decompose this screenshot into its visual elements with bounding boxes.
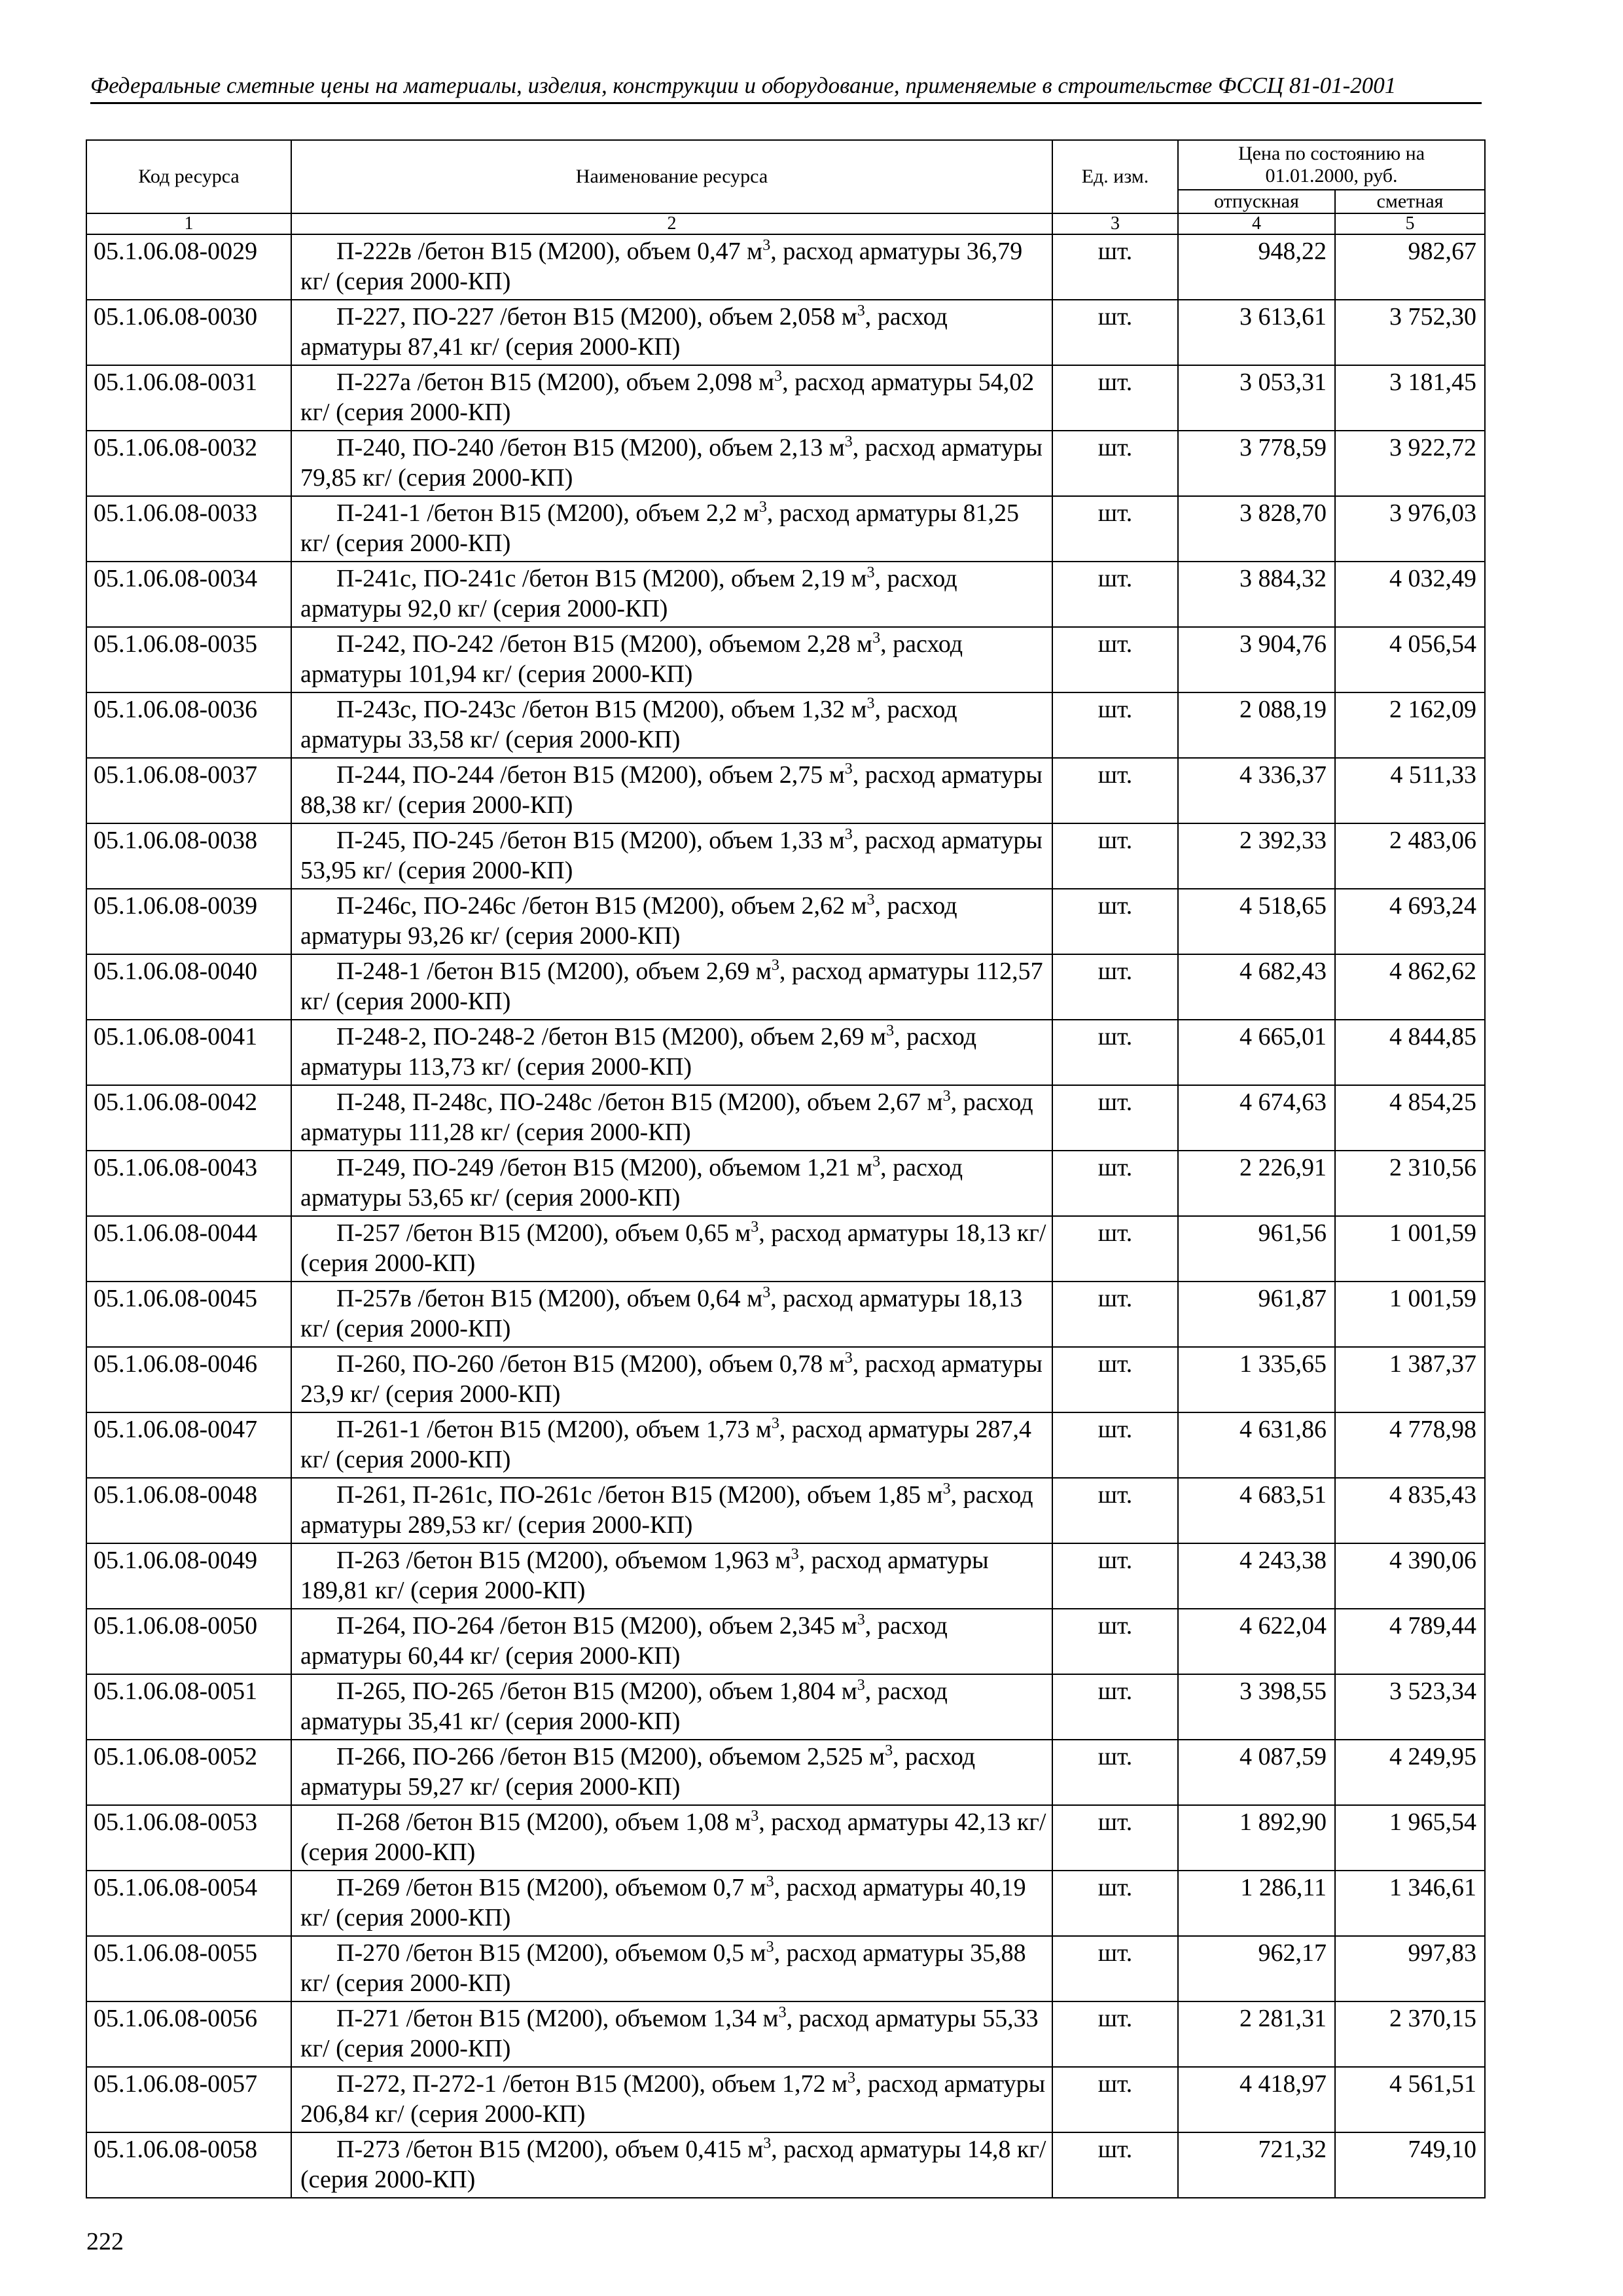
resource-code: 05.1.06.08-0045 (86, 1282, 291, 1347)
unit-cell: шт. (1052, 1412, 1178, 1478)
resource-code: 05.1.06.08-0054 (86, 1871, 291, 1936)
cubic-superscript: 3 (771, 1415, 779, 1432)
name-part-a: П-241с, ПО-241с /бетон В15 (М200), объем 2,19 м (336, 565, 867, 592)
header-name: Наименование ресурса (291, 140, 1052, 213)
name-part-b: , расход арматуры 35,88 кг/ (серия 2000-КП) (300, 1939, 1026, 1997)
resource-code: 05.1.06.08-0033 (86, 496, 291, 562)
resource-code: 05.1.06.08-0036 (86, 692, 291, 758)
release-price-cell: 2 281,31 (1178, 2001, 1335, 2067)
resource-name (291, 889, 1052, 954)
unit-cell: шт. (1052, 1020, 1178, 1085)
column-number: 4 (1178, 213, 1335, 234)
estimate-price-cell: 997,83 (1335, 1936, 1485, 2001)
resource-name (291, 1216, 1052, 1282)
name-part-a: П-263 /бетон В15 (М200), объемом 1,963 м (336, 1547, 791, 1574)
table-row (86, 954, 1485, 1020)
name-part-a: П-260, ПО-260 /бетон В15 (М200), объем 0,78 м (336, 1350, 845, 1378)
unit-cell: шт. (1052, 758, 1178, 823)
name-part-b: , расход арматуры 112,57 кг/ (серия 2000-КП) (300, 958, 1043, 1015)
estimate-price-cell: 4 835,43 (1335, 1478, 1485, 1543)
cubic-superscript: 3 (866, 564, 875, 581)
cubic-superscript: 3 (885, 1742, 893, 1759)
table-row (86, 627, 1485, 692)
table-row (86, 365, 1485, 431)
name-part-a: П-269 /бетон В15 (М200), объемом 0,7 м (336, 1874, 766, 1901)
estimate-price-cell: 4 854,25 (1335, 1085, 1485, 1151)
unit-cell: шт. (1052, 1936, 1178, 2001)
table-row (86, 234, 1485, 300)
resource-code: 05.1.06.08-0056 (86, 2001, 291, 2067)
unit-cell: шт. (1052, 954, 1178, 1020)
release-price-cell: 4 622,04 (1178, 1609, 1335, 1674)
table-row (86, 1609, 1485, 1674)
release-price-cell: 962,17 (1178, 1936, 1335, 2001)
table-row (86, 431, 1485, 496)
cubic-superscript: 3 (762, 1284, 771, 1301)
release-price-cell: 4 418,97 (1178, 2067, 1335, 2132)
cubic-superscript: 3 (844, 433, 853, 450)
resource-name (291, 758, 1052, 823)
resource-code: 05.1.06.08-0030 (86, 300, 291, 365)
resource-code: 05.1.06.08-0052 (86, 1740, 291, 1805)
name-part-b: , расход арматуры 60,44 кг/ (серия 2000-КП) (300, 1612, 948, 1670)
release-price-cell: 4 087,59 (1178, 1740, 1335, 1805)
resource-code: 05.1.06.08-0040 (86, 954, 291, 1020)
header-code: Код ресурса (86, 140, 291, 213)
name-part-b: , расход арматуры 92,0 кг/ (серия 2000-КП) (300, 565, 957, 622)
resource-code: 05.1.06.08-0041 (86, 1020, 291, 1085)
name-part-a: П-227, ПО-227 /бетон В15 (М200), объем 2,058 м (336, 303, 857, 331)
unit-cell: шт. (1052, 627, 1178, 692)
name-part-a: П-266, ПО-266 /бетон В15 (М200), объемом 2,525 м (336, 1743, 885, 1770)
unit-cell: шт. (1052, 1674, 1178, 1740)
cubic-superscript: 3 (763, 2135, 772, 2152)
table-row (86, 496, 1485, 562)
unit-cell: шт. (1052, 1347, 1178, 1412)
name-part-b: , расход арматуры 33,58 кг/ (серия 2000-КП) (300, 696, 957, 753)
release-price-cell: 3 398,55 (1178, 1674, 1335, 1740)
cubic-superscript: 3 (866, 891, 875, 908)
name-part-a: П-261, П-261с, ПО-261с /бетон В15 (М200), объем 1,85 м (336, 1481, 943, 1509)
table-body (86, 234, 1485, 2198)
cubic-superscript: 3 (774, 368, 783, 385)
resource-code: 05.1.06.08-0057 (86, 2067, 291, 2132)
estimate-price-cell: 1 001,59 (1335, 1216, 1485, 1282)
cubic-superscript: 3 (762, 237, 771, 254)
release-price-cell: 4 243,38 (1178, 1543, 1335, 1609)
table-row (86, 1282, 1485, 1347)
name-part-b: , расход арматуры 88,38 кг/ (серия 2000-КП) (300, 761, 1043, 819)
table-row (86, 2067, 1485, 2132)
release-price-cell: 4 674,63 (1178, 1085, 1335, 1151)
estimate-price-cell: 4 032,49 (1335, 562, 1485, 627)
running-header: Федеральные сметные цены на материалы, изделия, конструкции и оборудование, применяемые в строительстве ФССЦ 81-01-2001 (90, 71, 1482, 104)
header-unit: Ед. изм. (1052, 140, 1178, 213)
resource-name (291, 627, 1052, 692)
estimate-price-cell: 1 346,61 (1335, 1871, 1485, 1936)
cubic-superscript: 3 (771, 957, 779, 974)
unit-cell: шт. (1052, 2132, 1178, 2198)
resource-code: 05.1.06.08-0051 (86, 1674, 291, 1740)
unit-cell: шт. (1052, 1085, 1178, 1151)
resource-name (291, 1282, 1052, 1347)
name-part-a: П-268 /бетон В15 (М200), объем 1,08 м (336, 1808, 751, 1836)
table-row (86, 1936, 1485, 2001)
cubic-superscript: 3 (866, 695, 875, 712)
unit-cell: шт. (1052, 692, 1178, 758)
resource-code: 05.1.06.08-0050 (86, 1609, 291, 1674)
resource-code: 05.1.06.08-0038 (86, 823, 291, 889)
release-price-cell: 3 053,31 (1178, 365, 1335, 431)
name-part-a: П-243с, ПО-243с /бетон В15 (М200), объем 1,32 м (336, 696, 867, 723)
release-price-cell: 961,56 (1178, 1216, 1335, 1282)
estimate-price-cell: 3 523,34 (1335, 1674, 1485, 1740)
name-part-b: , расход арматуры 54,02 кг/ (серия 2000-КП) (300, 368, 1035, 426)
estimate-price-cell: 4 511,33 (1335, 758, 1485, 823)
name-part-b: , расход арматуры 53,95 кг/ (серия 2000-КП) (300, 827, 1043, 884)
cubic-superscript: 3 (872, 1153, 881, 1170)
resource-name (291, 1740, 1052, 1805)
release-price-cell: 2 392,33 (1178, 823, 1335, 889)
resource-code: 05.1.06.08-0042 (86, 1085, 291, 1151)
unit-cell: шт. (1052, 300, 1178, 365)
release-price-cell: 1 335,65 (1178, 1347, 1335, 1412)
column-number: 2 (291, 213, 1052, 234)
name-part-a: П-248, П-248с, ПО-248с /бетон В15 (М200), объем 2,67 м (336, 1088, 943, 1116)
cubic-superscript: 3 (942, 1088, 951, 1105)
release-price-cell: 4 631,86 (1178, 1412, 1335, 1478)
header-estimate-price: сметная (1335, 190, 1485, 213)
estimate-price-cell: 2 370,15 (1335, 2001, 1485, 2067)
cubic-superscript: 3 (857, 1611, 865, 1628)
name-part-a: П-227а /бетон В15 (М200), объем 2,098 м (336, 368, 775, 396)
column-number: 1 (86, 213, 291, 234)
table-row (86, 2001, 1485, 2067)
name-part-b: , расход арматуры 23,9 кг/ (серия 2000-КП) (300, 1350, 1043, 1408)
table-row (86, 2132, 1485, 2198)
table-row (86, 1674, 1485, 1740)
resource-code: 05.1.06.08-0044 (86, 1216, 291, 1282)
estimate-price-cell: 2 483,06 (1335, 823, 1485, 889)
table-row (86, 1020, 1485, 1085)
name-part-a: П-249, ПО-249 /бетон В15 (М200), объемом 1,21 м (336, 1154, 873, 1181)
name-part-a: П-222в /бетон В15 (М200), объем 0,47 м (336, 238, 763, 265)
table-row (86, 1805, 1485, 1871)
name-part-b: , расход арматуры 18,13 кг/ (серия 2000-КП) (300, 1219, 1046, 1277)
cubic-superscript: 3 (766, 1873, 774, 1890)
estimate-price-cell: 4 249,95 (1335, 1740, 1485, 1805)
resource-name (291, 954, 1052, 1020)
cubic-superscript: 3 (872, 630, 881, 647)
header-release-price: отпускная (1178, 190, 1335, 213)
estimate-price-cell: 4 056,54 (1335, 627, 1485, 692)
header-price-group: Цена по состоянию на 01.01.2000, руб. (1178, 140, 1485, 190)
estimate-price-cell: 3 181,45 (1335, 365, 1485, 431)
release-price-cell: 4 518,65 (1178, 889, 1335, 954)
resource-code: 05.1.06.08-0043 (86, 1151, 291, 1216)
resource-name (291, 1085, 1052, 1151)
release-price-cell: 3 828,70 (1178, 496, 1335, 562)
release-price-cell: 4 336,37 (1178, 758, 1335, 823)
unit-cell: шт. (1052, 889, 1178, 954)
resource-code: 05.1.06.08-0053 (86, 1805, 291, 1871)
table-row (86, 1412, 1485, 1478)
table-row (86, 1216, 1485, 1282)
name-part-a: П-240, ПО-240 /бетон В15 (М200), объем 2,13 м (336, 434, 845, 461)
estimate-price-cell: 3 922,72 (1335, 431, 1485, 496)
name-part-b: , расход арматуры 189,81 кг/ (серия 2000-КП) (300, 1547, 989, 1604)
resource-name (291, 2132, 1052, 2198)
name-part-a: П-248-2, ПО-248-2 /бетон В15 (М200), объем 2,69 м (336, 1023, 887, 1050)
release-price-cell: 948,22 (1178, 234, 1335, 300)
resource-name (291, 496, 1052, 562)
name-part-b: , расход арматуры 111,28 кг/ (серия 2000-КП) (300, 1088, 1033, 1146)
release-price-cell: 3 778,59 (1178, 431, 1335, 496)
estimate-price-cell: 2 162,09 (1335, 692, 1485, 758)
unit-cell: шт. (1052, 1478, 1178, 1543)
resource-code: 05.1.06.08-0034 (86, 562, 291, 627)
resource-code: 05.1.06.08-0035 (86, 627, 291, 692)
release-price-cell: 3 613,61 (1178, 300, 1335, 365)
unit-cell: шт. (1052, 1609, 1178, 1674)
estimate-price-cell: 3 976,03 (1335, 496, 1485, 562)
cubic-superscript: 3 (791, 1546, 799, 1563)
unit-cell: шт. (1052, 2067, 1178, 2132)
name-part-b: , расход арматуры 40,19 кг/ (серия 2000-КП) (300, 1874, 1026, 1931)
name-part-b: , расход арматуры 87,41 кг/ (серия 2000-КП) (300, 303, 948, 361)
release-price-cell: 4 665,01 (1178, 1020, 1335, 1085)
cubic-superscript: 3 (751, 1808, 759, 1825)
name-part-a: П-270 /бетон В15 (М200), объемом 0,5 м (336, 1939, 766, 1967)
table-row (86, 1347, 1485, 1412)
unit-cell: шт. (1052, 234, 1178, 300)
release-price-cell: 2 088,19 (1178, 692, 1335, 758)
resource-name (291, 1020, 1052, 1085)
resource-code: 05.1.06.08-0039 (86, 889, 291, 954)
cubic-superscript: 3 (857, 302, 865, 319)
unit-cell: шт. (1052, 1216, 1178, 1282)
table-row (86, 562, 1485, 627)
resource-code: 05.1.06.08-0047 (86, 1412, 291, 1478)
release-price-cell: 3 904,76 (1178, 627, 1335, 692)
cubic-superscript: 3 (844, 1350, 853, 1367)
table-row (86, 1478, 1485, 1543)
cubic-superscript: 3 (844, 826, 853, 843)
table-row (86, 1871, 1485, 1936)
name-part-b: , расход арматуры 206,84 кг/ (серия 2000-КП) (300, 2070, 1046, 2128)
resource-code: 05.1.06.08-0032 (86, 431, 291, 496)
unit-cell: шт. (1052, 562, 1178, 627)
name-part-a: П-257 /бетон В15 (М200), объем 0,65 м (336, 1219, 751, 1247)
resource-name (291, 562, 1052, 627)
name-part-a: П-244, ПО-244 /бетон В15 (М200), объем 2,75 м (336, 761, 845, 789)
estimate-price-cell: 4 693,24 (1335, 889, 1485, 954)
unit-cell: шт. (1052, 1282, 1178, 1347)
table-row (86, 758, 1485, 823)
estimate-price-cell: 4 561,51 (1335, 2067, 1485, 2132)
resource-name (291, 1412, 1052, 1478)
name-part-b: , расход арматуры 55,33 кг/ (серия 2000-КП) (300, 2005, 1039, 2062)
name-part-b: , расход арматуры 42,13 кг/ (серия 2000-КП) (300, 1808, 1046, 1866)
cubic-superscript: 3 (778, 2004, 787, 2021)
name-part-a: П-273 /бетон В15 (М200), объем 0,415 м (336, 2136, 764, 2163)
resource-name (291, 1871, 1052, 1936)
release-price-cell: 3 884,32 (1178, 562, 1335, 627)
resource-name (291, 1674, 1052, 1740)
release-price-cell: 4 682,43 (1178, 954, 1335, 1020)
release-price-cell: 2 226,91 (1178, 1151, 1335, 1216)
resource-code: 05.1.06.08-0048 (86, 1478, 291, 1543)
name-part-b: , расход арматуры 79,85 кг/ (серия 2000-КП) (300, 434, 1043, 492)
resource-name (291, 2001, 1052, 2067)
resource-name (291, 1609, 1052, 1674)
name-part-a: П-271 /бетон В15 (М200), объемом 1,34 м (336, 2005, 779, 2032)
unit-cell: шт. (1052, 496, 1178, 562)
estimate-price-cell: 4 862,62 (1335, 954, 1485, 1020)
resource-code: 05.1.06.08-0029 (86, 234, 291, 300)
unit-cell: шт. (1052, 823, 1178, 889)
column-number: 5 (1335, 213, 1485, 234)
name-part-b: , расход арматуры 53,65 кг/ (серия 2000-КП) (300, 1154, 963, 1211)
estimate-price-cell: 749,10 (1335, 2132, 1485, 2198)
name-part-a: П-265, ПО-265 /бетон В15 (М200), объем 1,804 м (336, 1677, 857, 1705)
column-number: 3 (1052, 213, 1178, 234)
name-part-a: П-246с, ПО-246с /бетон В15 (М200), объем 2,62 м (336, 892, 867, 920)
release-price-cell: 961,87 (1178, 1282, 1335, 1347)
unit-cell: шт. (1052, 1740, 1178, 1805)
cubic-superscript: 3 (758, 499, 767, 516)
table-row (86, 1543, 1485, 1609)
resource-code: 05.1.06.08-0049 (86, 1543, 291, 1609)
table-row (86, 1085, 1485, 1151)
unit-cell: шт. (1052, 1151, 1178, 1216)
page-number: 222 (86, 2228, 124, 2255)
name-part-a: П-241-1 /бетон В15 (М200), объем 2,2 м (336, 499, 759, 527)
unit-cell: шт. (1052, 1543, 1178, 1609)
resource-name (291, 1543, 1052, 1609)
table-row (86, 1151, 1485, 1216)
estimate-price-cell: 1 965,54 (1335, 1805, 1485, 1871)
resource-name (291, 2067, 1052, 2132)
resource-name (291, 1936, 1052, 2001)
cubic-superscript: 3 (886, 1022, 895, 1039)
resource-name (291, 1151, 1052, 1216)
unit-cell: шт. (1052, 1805, 1178, 1871)
estimate-price-cell: 1 001,59 (1335, 1282, 1485, 1347)
resource-name (291, 1805, 1052, 1871)
name-part-b: , расход арматуры 14,8 кг/ (серия 2000-КП) (300, 2136, 1046, 2193)
table-row (86, 889, 1485, 954)
name-part-b: , расход арматуры 289,53 кг/ (серия 2000-КП) (300, 1481, 1033, 1539)
name-part-a: П-242, ПО-242 /бетон В15 (М200), объемом 2,28 м (336, 630, 873, 658)
name-part-a: П-272, П-272-1 /бетон В15 (М200), объем 1,72 м (336, 2070, 847, 2098)
cubic-superscript: 3 (766, 1939, 774, 1956)
table-row (86, 300, 1485, 365)
cubic-superscript: 3 (751, 1219, 759, 1236)
estimate-price-cell: 3 752,30 (1335, 300, 1485, 365)
resource-code: 05.1.06.08-0058 (86, 2132, 291, 2198)
resource-name (291, 365, 1052, 431)
resource-name (291, 300, 1052, 365)
release-price-cell: 4 683,51 (1178, 1478, 1335, 1543)
name-part-b: , расход арматуры 93,26 кг/ (серия 2000-КП) (300, 892, 957, 950)
name-part-b: , расход арматуры 287,4 кг/ (серия 2000-КП) (300, 1416, 1032, 1473)
table-row (86, 692, 1485, 758)
estimate-price-cell: 4 789,44 (1335, 1609, 1485, 1674)
estimate-price-cell: 4 390,06 (1335, 1543, 1485, 1609)
resource-code: 05.1.06.08-0037 (86, 758, 291, 823)
name-part-a: П-261-1 /бетон В15 (М200), объем 1,73 м (336, 1416, 772, 1443)
resource-name (291, 234, 1052, 300)
resource-code: 05.1.06.08-0055 (86, 1936, 291, 2001)
estimate-price-cell: 2 310,56 (1335, 1151, 1485, 1216)
name-part-b: , расход арматуры 101,94 кг/ (серия 2000-КП) (300, 630, 963, 688)
name-part-b: , расход арматуры 59,27 кг/ (серия 2000-КП) (300, 1743, 976, 1801)
name-part-b: , расход арматуры 81,25 кг/ (серия 2000-КП) (300, 499, 1020, 557)
price-table (86, 139, 1486, 2198)
name-part-b: , расход арматуры 36,79 кг/ (серия 2000-КП) (300, 238, 1023, 295)
estimate-price-cell: 982,67 (1335, 234, 1485, 300)
name-part-a: П-264, ПО-264 /бетон В15 (М200), объем 2,345 м (336, 1612, 857, 1640)
resource-name (291, 823, 1052, 889)
resource-name (291, 692, 1052, 758)
release-price-cell: 1 286,11 (1178, 1871, 1335, 1936)
name-part-a: П-248-1 /бетон В15 (М200), объем 2,69 м (336, 958, 772, 985)
table-row (86, 1740, 1485, 1805)
resource-name (291, 1347, 1052, 1412)
resource-code: 05.1.06.08-0031 (86, 365, 291, 431)
cubic-superscript: 3 (942, 1480, 951, 1498)
unit-cell: шт. (1052, 431, 1178, 496)
resource-code: 05.1.06.08-0046 (86, 1347, 291, 1412)
table-row (86, 823, 1485, 889)
resource-name (291, 1478, 1052, 1543)
name-part-b: , расход арматуры 35,41 кг/ (серия 2000-КП) (300, 1677, 948, 1735)
cubic-superscript: 3 (857, 1677, 865, 1694)
name-part-a: П-245, ПО-245 /бетон В15 (М200), объем 1,33 м (336, 827, 845, 854)
unit-cell: шт. (1052, 365, 1178, 431)
name-part-a: П-257в /бетон В15 (М200), объем 0,64 м (336, 1285, 763, 1312)
unit-cell: шт. (1052, 1871, 1178, 1936)
name-part-b: , расход арматуры 113,73 кг/ (серия 2000-КП) (300, 1023, 977, 1081)
name-part-b: , расход арматуры 18,13 кг/ (серия 2000-КП) (300, 1285, 1023, 1342)
estimate-price-cell: 4 844,85 (1335, 1020, 1485, 1085)
release-price-cell: 721,32 (1178, 2132, 1335, 2198)
release-price-cell: 1 892,90 (1178, 1805, 1335, 1871)
unit-cell: шт. (1052, 2001, 1178, 2067)
cubic-superscript: 3 (844, 761, 853, 778)
cubic-superscript: 3 (847, 2070, 855, 2087)
estimate-price-cell: 1 387,37 (1335, 1347, 1485, 1412)
resource-name (291, 431, 1052, 496)
estimate-price-cell: 4 778,98 (1335, 1412, 1485, 1478)
column-number-row (86, 213, 1485, 234)
